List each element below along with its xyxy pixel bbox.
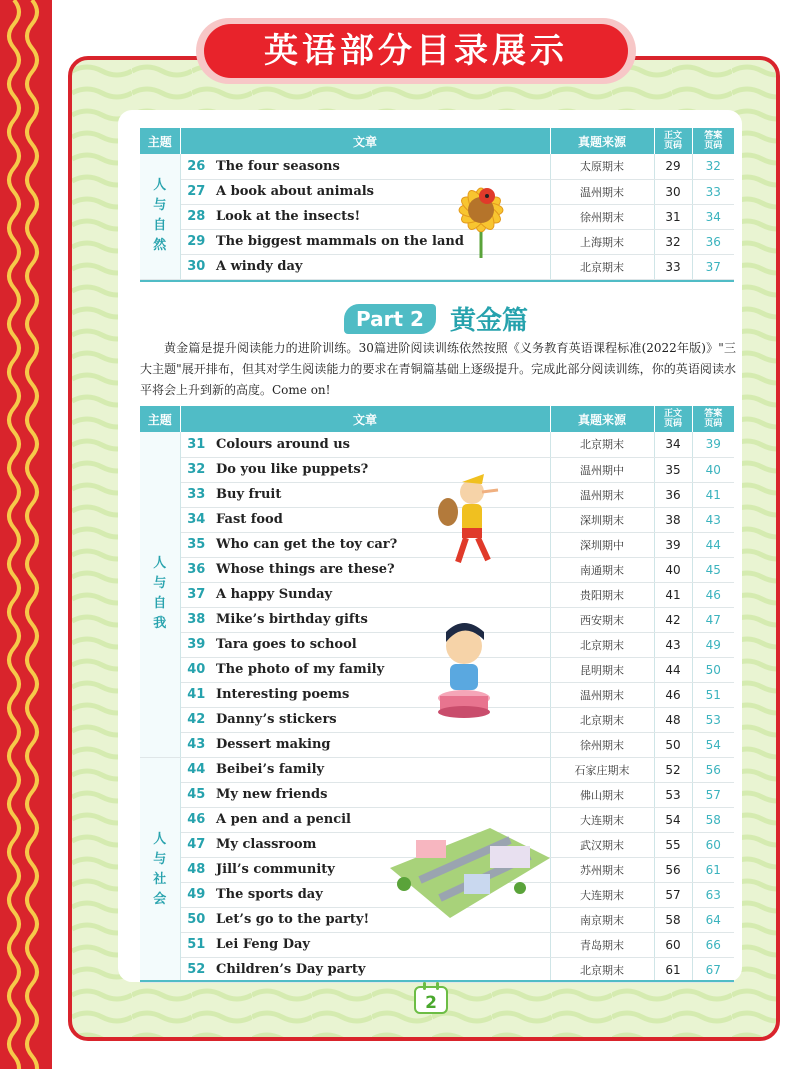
- article-title: Beibei’s family: [212, 757, 550, 782]
- col-topic: 主题: [140, 128, 180, 154]
- article-number: 47: [180, 832, 212, 857]
- answer-page: 61: [692, 857, 734, 882]
- col-page: 正文 页码: [654, 128, 692, 154]
- boy-with-cake-illustration: [426, 618, 506, 722]
- text-page: 44: [654, 657, 692, 682]
- left-decorative-stripe: [0, 0, 52, 1069]
- answer-page: 58: [692, 807, 734, 832]
- topic-cell: 人 与 自 我: [140, 432, 180, 757]
- article-number: 28: [180, 204, 212, 229]
- text-page: 33: [654, 254, 692, 279]
- article-number: 36: [180, 557, 212, 582]
- article-title: Buy fruit: [212, 482, 550, 507]
- article-source: 武汉期末: [550, 832, 654, 857]
- article-number: 33: [180, 482, 212, 507]
- article-source: 温州期末: [550, 482, 654, 507]
- article-number: 35: [180, 532, 212, 557]
- table-row: [140, 432, 734, 457]
- topic-cell: 人 与 社 会: [140, 757, 180, 982]
- article-number: 52: [180, 957, 212, 982]
- article-title: Do you like puppets?: [212, 457, 550, 482]
- article-source: 贵阳期末: [550, 582, 654, 607]
- article-number: 44: [180, 757, 212, 782]
- article-title: Colours around us: [212, 432, 550, 457]
- article-title: A pen and a pencil: [212, 807, 550, 832]
- article-number: 31: [180, 432, 212, 457]
- article-source: 南京期末: [550, 907, 654, 932]
- article-title: A windy day: [212, 254, 550, 279]
- article-title: Tara goes to school: [212, 632, 550, 657]
- col-page: 正文 页码: [654, 406, 692, 432]
- article-number: 48: [180, 857, 212, 882]
- article-title: My classroom: [212, 832, 550, 857]
- text-page: 41: [654, 582, 692, 607]
- text-page: 60: [654, 932, 692, 957]
- text-page: 40: [654, 557, 692, 582]
- answer-page: 46: [692, 582, 734, 607]
- article-source: 青岛期末: [550, 932, 654, 957]
- text-page: 29: [654, 154, 692, 179]
- article-title: Look at the insects!: [212, 204, 550, 229]
- answer-page: 40: [692, 457, 734, 482]
- answer-page: 50: [692, 657, 734, 682]
- answer-page: 63: [692, 882, 734, 907]
- col-article: 文章: [180, 406, 550, 432]
- article-source: 北京期末: [550, 432, 654, 457]
- part-label: Part 2: [344, 304, 436, 334]
- answer-page: 32: [692, 154, 734, 179]
- col-source: 真题来源: [550, 406, 654, 432]
- answer-page: 53: [692, 707, 734, 732]
- article-title: The photo of my family: [212, 657, 550, 682]
- answer-page: 37: [692, 254, 734, 279]
- article-title: The biggest mammals on the land: [212, 229, 550, 254]
- text-page: 38: [654, 507, 692, 532]
- article-source: 石家庄期末: [550, 757, 654, 782]
- col-topic: 主题: [140, 406, 180, 432]
- text-page: 53: [654, 782, 692, 807]
- col-answer: 答案 页码: [692, 128, 734, 154]
- answer-page: 56: [692, 757, 734, 782]
- article-title: Whose things are these?: [212, 557, 550, 582]
- text-page: 30: [654, 179, 692, 204]
- article-number: 49: [180, 882, 212, 907]
- answer-page: 64: [692, 907, 734, 932]
- article-source: 北京期末: [550, 707, 654, 732]
- text-page: 32: [654, 229, 692, 254]
- answer-page: 57: [692, 782, 734, 807]
- article-source: 徐州期末: [550, 204, 654, 229]
- article-number: 27: [180, 179, 212, 204]
- article-source: 佛山期末: [550, 782, 654, 807]
- text-page: 31: [654, 204, 692, 229]
- article-source: 西安期末: [550, 607, 654, 632]
- text-page: 56: [654, 857, 692, 882]
- article-title: Let’s go to the party!: [212, 907, 550, 932]
- table-1-bottom-rule: [140, 280, 734, 282]
- text-page: 58: [654, 907, 692, 932]
- article-title: The sports day: [212, 882, 550, 907]
- col-answer: 答案 页码: [692, 406, 734, 432]
- article-source: 北京期末: [550, 632, 654, 657]
- article-number: 50: [180, 907, 212, 932]
- article-source: 温州期末: [550, 179, 654, 204]
- table-row: [140, 782, 734, 807]
- answer-page: 33: [692, 179, 734, 204]
- text-page: 36: [654, 482, 692, 507]
- article-source: 温州期中: [550, 457, 654, 482]
- article-source: 徐州期末: [550, 732, 654, 757]
- answer-page: 66: [692, 932, 734, 957]
- answer-page: 45: [692, 557, 734, 582]
- text-page: 34: [654, 432, 692, 457]
- article-title: Interesting poems: [212, 682, 550, 707]
- table-row: [140, 932, 734, 957]
- article-title: Mike’s birthday gifts: [212, 607, 550, 632]
- answer-page: 39: [692, 432, 734, 457]
- article-number: 39: [180, 632, 212, 657]
- answer-page: 36: [692, 229, 734, 254]
- article-source: 北京期末: [550, 254, 654, 279]
- article-source: 深圳期末: [550, 507, 654, 532]
- text-page: 52: [654, 757, 692, 782]
- article-title: Who can get the toy car?: [212, 532, 550, 557]
- answer-page: 34: [692, 204, 734, 229]
- text-page: 46: [654, 682, 692, 707]
- article-number: 32: [180, 457, 212, 482]
- text-page: 57: [654, 882, 692, 907]
- article-number: 40: [180, 657, 212, 682]
- article-source: 南通期末: [550, 557, 654, 582]
- article-title: The four seasons: [212, 154, 550, 179]
- table-row: [140, 757, 734, 782]
- article-number: 38: [180, 607, 212, 632]
- part-title: 黄金篇: [450, 306, 529, 336]
- answer-page: 54: [692, 732, 734, 757]
- answer-page: 60: [692, 832, 734, 857]
- article-title: A happy Sunday: [212, 582, 550, 607]
- article-number: 51: [180, 932, 212, 957]
- article-title: Danny’s stickers: [212, 707, 550, 732]
- intro-paragraph: 黄金篇是提升阅读能力的进阶训练。30篇进阶阅读训练依然按照《义务教育英语课程标准(2022年版)》"三大主题"展开排布，但其对学生阅读能力的要求在青铜篇基础上逐级提升。完成此部分阅读训练，你的英语阅读水平将会上升到新的高度。Come on!: [140, 341, 736, 397]
- text-page: 61: [654, 957, 692, 982]
- article-number: 37: [180, 582, 212, 607]
- answer-page: 49: [692, 632, 734, 657]
- article-title: My new friends: [212, 782, 550, 807]
- article-number: 34: [180, 507, 212, 532]
- pinocchio-illustration: [432, 470, 512, 570]
- answer-page: 51: [692, 682, 734, 707]
- text-page: 42: [654, 607, 692, 632]
- answer-page: 43: [692, 507, 734, 532]
- answer-page: 44: [692, 532, 734, 557]
- article-number: 26: [180, 154, 212, 179]
- article-source: 太原期末: [550, 154, 654, 179]
- article-number: 43: [180, 732, 212, 757]
- article-number: 42: [180, 707, 212, 732]
- article-source: 上海期末: [550, 229, 654, 254]
- text-page: 55: [654, 832, 692, 857]
- article-source: 昆明期末: [550, 657, 654, 682]
- col-article: 文章: [180, 128, 550, 154]
- answer-page: 67: [692, 957, 734, 982]
- answer-page: 47: [692, 607, 734, 632]
- article-source: 大连期末: [550, 807, 654, 832]
- answer-page: 41: [692, 482, 734, 507]
- table-row: [140, 732, 734, 757]
- table-row: [140, 582, 734, 607]
- page-number: 2: [414, 986, 448, 1014]
- article-source: 大连期末: [550, 882, 654, 907]
- text-page: 54: [654, 807, 692, 832]
- article-number: 41: [180, 682, 212, 707]
- article-number: 45: [180, 782, 212, 807]
- text-page: 43: [654, 632, 692, 657]
- article-number: 46: [180, 807, 212, 832]
- article-source: 北京期末: [550, 957, 654, 982]
- article-title: A book about animals: [212, 179, 550, 204]
- article-source: 苏州期末: [550, 857, 654, 882]
- article-title: Lei Feng Day: [212, 932, 550, 957]
- article-title: Dessert making: [212, 732, 550, 757]
- page-title: 英语部分目录展示: [204, 24, 628, 78]
- article-title: Jill’s community: [212, 857, 550, 882]
- sunflower-ladybug-illustration: [436, 168, 526, 258]
- article-source: 温州期末: [550, 682, 654, 707]
- col-source: 真题来源: [550, 128, 654, 154]
- title-banner: [196, 18, 636, 84]
- article-title: Fast food: [212, 507, 550, 532]
- text-page: 48: [654, 707, 692, 732]
- table-row: [140, 957, 734, 982]
- article-title: Children’s Day party: [212, 957, 550, 982]
- topic-cell: 人 与 自 然: [140, 154, 180, 279]
- city-map-illustration: [380, 828, 550, 920]
- text-page: 35: [654, 457, 692, 482]
- article-number: 30: [180, 254, 212, 279]
- text-page: 50: [654, 732, 692, 757]
- text-page: 39: [654, 532, 692, 557]
- article-source: 深圳期中: [550, 532, 654, 557]
- article-number: 29: [180, 229, 212, 254]
